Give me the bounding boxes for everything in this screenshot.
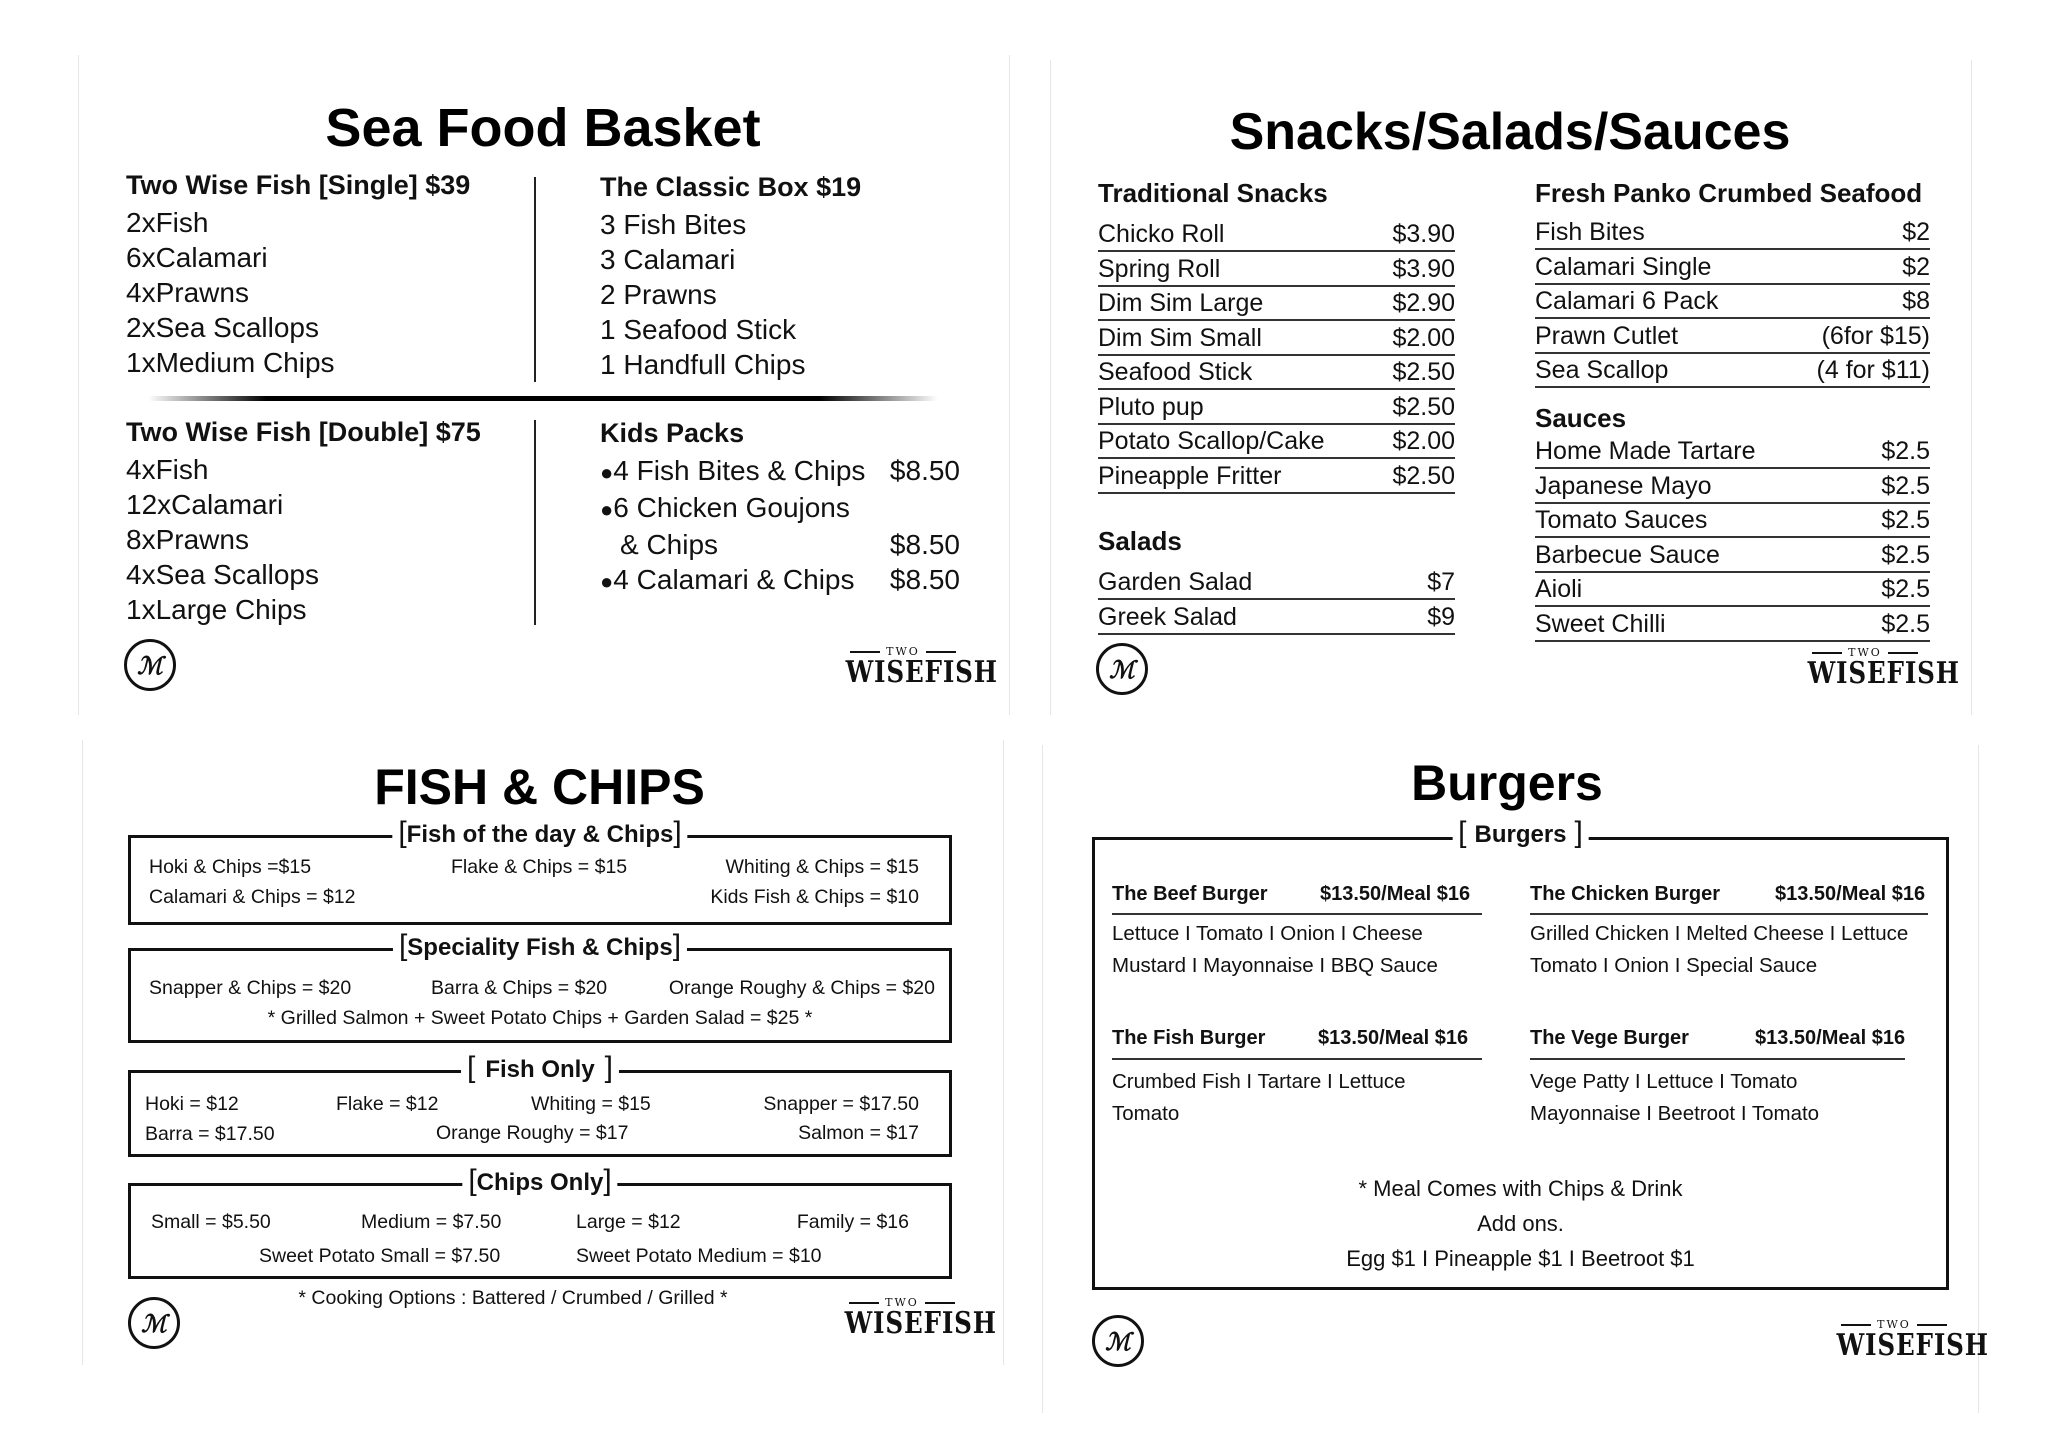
panko-seafood-list	[1535, 217, 1930, 390]
menu-item: Orange Roughy & Chips = $20	[668, 977, 935, 999]
item-name: Pluto pup	[1098, 392, 1204, 421]
kids-packs-items	[600, 453, 960, 599]
item-name: Japanese Mayo	[1535, 471, 1712, 500]
item-price: $2.5	[1881, 609, 1930, 638]
divider-vertical	[534, 177, 536, 382]
item-name: Sea Scallop	[1535, 356, 1669, 384]
ingredients-line: Tomato I Onion I Special Sauce	[1530, 954, 1818, 977]
menu-item: Whiting = $15	[531, 1093, 651, 1115]
classic-box-heading: The Classic Box $19	[600, 172, 862, 202]
item-price: $2.50	[1392, 358, 1455, 386]
menu-item: * Grilled Salmon + Sweet Potato Chips + Garden Salad = $25 *	[267, 1007, 813, 1029]
burgers-title: Burgers	[1411, 755, 1603, 811]
brand-name: WISEFISH	[1807, 656, 1960, 691]
item-price: (6for $15)	[1821, 321, 1930, 350]
bracket-right: ]	[672, 929, 682, 962]
list-item	[1535, 217, 1930, 250]
burgers-box-heading	[1452, 816, 1589, 850]
list-item	[1535, 286, 1930, 319]
list-item	[1098, 219, 1455, 252]
item-price: $2.90	[1392, 289, 1455, 317]
item-price: $2.00	[1392, 323, 1455, 352]
bracket-left: [	[466, 1051, 476, 1084]
ingredients-line: Grilled Chicken I Melted Cheese I Lettuce	[1530, 922, 1909, 945]
item-name: Seafood Stick	[1098, 358, 1253, 386]
double-pack-items	[126, 452, 481, 627]
list-item	[1098, 357, 1455, 390]
menu-item: Snapper & Chips = $20	[149, 977, 352, 999]
salads-list	[1098, 567, 1455, 636]
menu-item: Hoki = $12	[145, 1093, 239, 1115]
burger-ingredients	[1530, 918, 1908, 982]
ingredients-line: Vege Patty I Lettuce I Tomato	[1530, 1070, 1798, 1093]
bracket-right: ]	[1574, 816, 1583, 849]
list-item: 2xSea Scallops	[126, 312, 320, 343]
menu-item: Flake & Chips = $15	[451, 856, 628, 878]
kids-item-price: $8.50	[889, 564, 960, 595]
list-item	[1098, 426, 1455, 459]
bullet-icon: ●	[600, 569, 614, 594]
menu-item: Barra & Chips = $20	[431, 977, 608, 999]
item-name: Tomato Sauces	[1535, 506, 1708, 534]
sauces-heading: Sauces	[1535, 403, 1627, 433]
emblem-logo-icon: ℳ	[124, 639, 176, 691]
item-name: Calamari Single	[1535, 252, 1712, 281]
divider-vertical	[534, 420, 536, 625]
item-name: Aioli	[1535, 575, 1583, 603]
kids-item-price: $8.50	[889, 529, 960, 560]
item-price: $2.5	[1881, 540, 1930, 569]
double-pack-heading: Two Wise Fish [Double] $75	[126, 417, 481, 447]
item-price: $2.00	[1392, 427, 1455, 455]
wisefish-logo	[832, 1296, 997, 1341]
list-item	[1098, 567, 1455, 600]
item-price: $2.50	[1392, 392, 1455, 421]
wisefish-logo	[1824, 1318, 1989, 1363]
list-item	[1098, 461, 1455, 494]
seafood-basket-title: Sea Food Basket	[325, 98, 761, 158]
menu-item: Hoki & Chips =$15	[149, 856, 312, 878]
brand-name: WISEFISH	[845, 655, 998, 690]
burger-ingredients	[1112, 918, 1438, 982]
item-price: $7	[1427, 568, 1455, 596]
kids-item-price: $8.50	[889, 455, 960, 486]
divider	[1530, 913, 1928, 915]
list-item: 4xSea Scallops	[126, 559, 320, 590]
fish-chips-card	[82, 740, 1002, 1365]
item-name: Dim Sim Small	[1098, 323, 1262, 352]
list-item: 4xPrawns	[126, 277, 249, 308]
item-price: $2.5	[1881, 575, 1930, 603]
list-item: 12xCalamari	[126, 489, 284, 520]
list-item	[1098, 602, 1455, 635]
chips-only-heading	[462, 1164, 617, 1198]
bracket-left: [	[398, 929, 408, 962]
brand-small-text: TWO	[1824, 1318, 1964, 1331]
emblem-logo-icon: ℳ	[128, 1297, 180, 1349]
list-item: 3 Calamari	[600, 244, 736, 275]
divider	[1112, 913, 1482, 915]
kids-item-label: 6 Chicken Goujons	[613, 492, 850, 523]
list-item: 6xCalamari	[126, 242, 268, 273]
ingredients-line: Tomato	[1112, 1102, 1180, 1125]
fish-of-day-heading	[392, 816, 687, 850]
burger-name: The Beef Burger	[1112, 883, 1268, 905]
ingredients-line: Crumbed Fish I Tartare I Lettuce	[1112, 1070, 1406, 1093]
list-item	[1535, 540, 1930, 573]
item-name: Spring Roll	[1098, 254, 1221, 283]
ingredients-line: Lettuce I Tomato I Onion I Cheese	[1112, 922, 1423, 945]
item-name: Prawn Cutlet	[1535, 321, 1679, 350]
menu-item: Sweet Potato Small = $7.50	[259, 1245, 501, 1267]
list-item	[1098, 392, 1455, 425]
menu-item: Barra = $17.50	[145, 1123, 275, 1145]
list-item	[1535, 609, 1930, 642]
list-item	[600, 490, 960, 527]
item-name: Chicko Roll	[1098, 220, 1225, 248]
seafood-basket-card	[78, 55, 1008, 715]
single-pack-items	[126, 205, 470, 380]
sauces-list	[1535, 436, 1930, 643]
fish-chips-title: FISH & CHIPS	[374, 759, 705, 815]
item-name: Garden Salad	[1098, 568, 1253, 596]
list-item: 1xLarge Chips	[126, 594, 307, 625]
list-item	[1535, 505, 1930, 538]
list-item: 3 Fish Bites	[600, 209, 747, 240]
menu-item: Sweet Potato Medium = $10	[576, 1245, 822, 1267]
bracket-left: [	[1458, 816, 1467, 849]
item-price: $3.90	[1392, 220, 1455, 248]
bracket-right: ]	[604, 1051, 614, 1084]
speciality-box	[128, 929, 952, 1043]
menu-item: Salmon = $17	[798, 1122, 919, 1144]
menu-item: Small = $5.50	[151, 1211, 271, 1233]
menu-item: Large = $12	[576, 1211, 681, 1233]
bullet-icon: ●	[600, 460, 614, 485]
menu-item: Calamari & Chips = $12	[149, 886, 356, 908]
bracket-left: [	[398, 816, 407, 849]
traditional-snacks-heading: Traditional Snacks	[1098, 178, 1328, 208]
item-name: Calamari 6 Pack	[1535, 287, 1719, 315]
list-item: 1 Handfull Chips	[600, 349, 806, 380]
menu-item: Snapper = $17.50	[763, 1093, 919, 1115]
list-item	[1098, 323, 1455, 356]
kids-packs	[600, 418, 960, 599]
burger-name: The Fish Burger	[1112, 1027, 1266, 1049]
item-price: $2	[1902, 252, 1930, 281]
snacks-card	[1050, 60, 1970, 715]
double-pack	[126, 417, 481, 627]
kids-item-label: 4 Calamari & Chips	[613, 564, 855, 595]
list-item: 1xMedium Chips	[126, 347, 335, 378]
bullet-icon: ●	[600, 497, 614, 522]
traditional-snacks-list	[1098, 219, 1455, 495]
bracket-right: ]	[673, 816, 682, 849]
list-item	[1535, 436, 1930, 469]
item-price: (4 for $11)	[1816, 356, 1930, 384]
section-heading: Fish of the day & Chips	[406, 821, 674, 848]
brand-name: WISEFISH	[1836, 1328, 1989, 1363]
addons-list: Egg $1 I Pineapple $1 I Beetroot $1	[1346, 1246, 1695, 1271]
ingredients-line: Mustard I Mayonnaise I BBQ Sauce	[1112, 954, 1438, 977]
burger-name: The Vege Burger	[1530, 1027, 1689, 1049]
divider	[1112, 1058, 1482, 1060]
brand-small-text: TWO	[833, 645, 973, 658]
list-item	[1098, 288, 1455, 321]
section-heading: Chips Only	[476, 1169, 604, 1196]
emblem-logo-icon: ℳ	[1092, 1315, 1144, 1367]
kids-item-label: & Chips	[620, 529, 719, 560]
bracket-right: ]	[603, 1164, 612, 1197]
item-price: $9	[1427, 602, 1455, 631]
section-heading: Burgers	[1474, 821, 1567, 848]
burger-ingredients	[1112, 1066, 1406, 1130]
list-item	[1535, 471, 1930, 504]
brand-name: WISEFISH	[844, 1306, 997, 1341]
chips-only-box	[128, 1164, 952, 1279]
cooking-options-note: * Cooking Options : Battered / Crumbed / Grilled *	[298, 1287, 728, 1309]
fish-of-day-box	[128, 816, 952, 925]
fish-only-heading	[461, 1051, 619, 1085]
item-price: $2	[1902, 218, 1930, 246]
ingredients-line: Mayonnaise I Beetroot I Tomato	[1530, 1102, 1820, 1125]
menu-item: Whiting & Chips = $15	[725, 856, 919, 878]
salads-heading: Salads	[1098, 526, 1182, 556]
list-item	[600, 562, 960, 599]
item-name: Home Made Tartare	[1535, 437, 1756, 465]
item-price: $2.5	[1881, 471, 1930, 500]
section-heading: Fish Only	[485, 1056, 595, 1083]
list-item: 2xFish	[126, 207, 209, 238]
list-item: 2 Prawns	[600, 279, 717, 310]
burger-ingredients	[1530, 1066, 1819, 1130]
item-price: $2.50	[1392, 461, 1455, 490]
classic-box-items	[600, 207, 861, 382]
burger-name: The Chicken Burger	[1530, 883, 1721, 905]
menu-item: Medium = $7.50	[361, 1211, 502, 1233]
snacks-title: Snacks/Salads/Sauces	[1229, 103, 1791, 161]
single-pack	[126, 170, 470, 380]
burger-price: $13.50/Meal $16	[1755, 1027, 1906, 1049]
burger-price: $13.50/Meal $16	[1775, 883, 1926, 905]
classic-box	[600, 172, 861, 382]
divider	[1530, 1058, 1905, 1060]
item-name: Sweet Chilli	[1535, 609, 1666, 638]
kids-packs-heading: Kids Packs	[600, 418, 745, 448]
panko-seafood-heading: Fresh Panko Crumbed Seafood	[1535, 178, 1923, 208]
menu-item: Kids Fish & Chips = $10	[710, 886, 919, 908]
item-name: Potato Scallop/Cake	[1098, 427, 1325, 455]
bracket-left: [	[468, 1164, 477, 1197]
item-name: Pineapple Fritter	[1098, 461, 1282, 490]
emblem-logo-icon: ℳ	[1096, 643, 1148, 695]
list-item	[600, 527, 960, 562]
divider-horizontal	[148, 396, 938, 401]
burger-price: $13.50/Meal $16	[1318, 1027, 1469, 1049]
item-name: Barbecue Sauce	[1535, 540, 1720, 569]
single-pack-heading: Two Wise Fish [Single] $39	[126, 170, 471, 200]
wisefish-logo	[833, 645, 998, 690]
list-item	[600, 453, 960, 490]
burgers-card	[1042, 745, 1989, 1413]
list-item	[1098, 254, 1455, 287]
speciality-heading	[393, 929, 687, 963]
wisefish-logo	[1795, 646, 1960, 691]
section-heading: Speciality Fish & Chips	[407, 934, 673, 961]
list-item: 4xFish	[126, 454, 209, 485]
list-item: 8xPrawns	[126, 524, 249, 555]
fish-only-box	[128, 1051, 952, 1157]
menu-item: Family = $16	[796, 1211, 909, 1233]
item-price: $8	[1902, 287, 1930, 315]
kids-item-label: 4 Fish Bites & Chips	[613, 455, 866, 486]
burgers-box	[1092, 816, 1949, 1290]
brand-small-text: TWO	[832, 1296, 972, 1309]
brand-small-text: TWO	[1795, 646, 1935, 659]
addons-heading: Add ons.	[1477, 1211, 1564, 1236]
menu-item: Orange Roughy = $17	[436, 1122, 629, 1144]
burger-price: $13.50/Meal $16	[1320, 883, 1471, 905]
menu-item: Flake = $12	[336, 1093, 439, 1115]
meal-note: * Meal Comes with Chips & Drink	[1358, 1176, 1683, 1201]
item-price: $2.5	[1881, 437, 1930, 465]
list-item: 1 Seafood Stick	[600, 314, 797, 345]
item-price: $3.90	[1392, 254, 1455, 283]
item-name: Dim Sim Large	[1098, 289, 1264, 317]
list-item	[1535, 355, 1930, 388]
list-item	[1535, 321, 1930, 354]
list-item	[1535, 574, 1930, 607]
item-name: Greek Salad	[1098, 602, 1237, 631]
item-price: $2.5	[1881, 506, 1930, 534]
list-item	[1535, 252, 1930, 285]
item-name: Fish Bites	[1535, 218, 1645, 246]
